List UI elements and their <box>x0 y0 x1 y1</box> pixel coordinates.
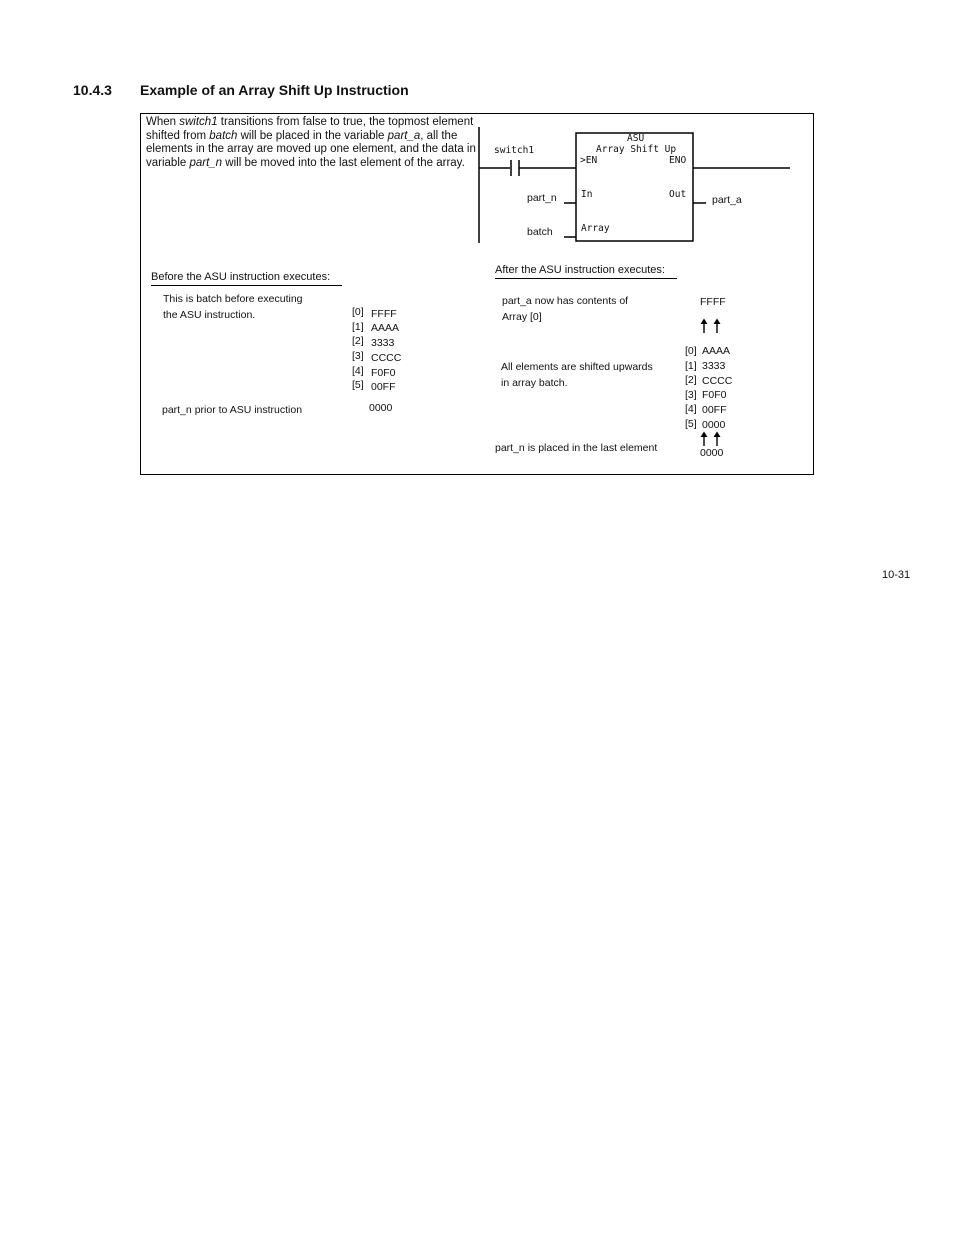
before-value: CCCC <box>371 352 402 364</box>
pin-array-label: Array <box>581 223 610 234</box>
pin-eno-label: ENO <box>669 155 687 166</box>
after-part-a-value: FFFF <box>700 296 726 308</box>
array-variable: batch <box>527 226 553 238</box>
after-value: AAAA <box>702 345 731 357</box>
before-index: [4] <box>352 365 364 377</box>
variable-name: batch <box>209 129 238 142</box>
before-value: 00FF <box>371 381 396 393</box>
pin-en-label: >EN <box>580 155 598 166</box>
before-index: [5] <box>352 379 364 391</box>
after-part-n-label: part_n is placed in the last element <box>495 442 658 454</box>
before-index: [2] <box>352 335 364 347</box>
after-index: [5] <box>685 418 697 430</box>
before-batch-note-line2: the ASU instruction. <box>163 309 256 321</box>
contact-label: switch1 <box>494 145 535 156</box>
after-title: After the ASU instruction executes: <box>495 264 677 279</box>
after-value: F0F0 <box>702 389 727 401</box>
before-value: AAAA <box>371 322 400 334</box>
after-index: [3] <box>685 389 697 401</box>
block-title: Array Shift Up <box>596 144 677 155</box>
after-index: [1] <box>685 360 697 372</box>
after-value: 3333 <box>702 360 726 372</box>
before-value: F0F0 <box>371 367 396 379</box>
description-paragraph <box>146 116 476 170</box>
after-value: 00FF <box>702 404 727 416</box>
section-number: 10.4.3 <box>73 82 112 98</box>
before-value: 3333 <box>371 337 395 349</box>
after-index: [4] <box>685 403 697 415</box>
part-n-up-arrows-icon <box>698 431 724 447</box>
after-part-n-value: 0000 <box>700 447 724 459</box>
variable-name: part_a <box>387 129 421 142</box>
before-part-n-label: part_n prior to ASU instruction <box>162 404 303 416</box>
before-title: Before the ASU instruction executes: <box>151 271 342 286</box>
description-text: will be moved into the last element of the array. <box>222 156 465 169</box>
after-part-a-note-line1: part_a now has contents of <box>502 295 629 307</box>
in-variable: part_n <box>527 192 557 204</box>
before-index: [3] <box>352 350 364 362</box>
after-index: [2] <box>685 374 697 386</box>
shift-up-arrows-icon <box>698 318 724 334</box>
pin-in-label: In <box>581 189 593 200</box>
description-text: will be placed in the variable <box>237 129 388 142</box>
section-title: Example of an Array Shift Up Instruction <box>140 82 409 98</box>
page-number: 10-31 <box>882 569 911 581</box>
pin-out-label: Out <box>669 189 687 200</box>
before-part-n-value: 0000 <box>369 402 393 414</box>
after-index: [0] <box>685 345 697 357</box>
before-batch-note-line1: This is batch before executing <box>163 293 303 305</box>
description-text: , all the elements in the array are moved up one element, and the data in variable <box>146 129 476 169</box>
before-index: [1] <box>352 321 364 333</box>
out-variable: part_a <box>712 194 742 206</box>
description-text: When <box>146 116 180 128</box>
before-index: [0] <box>352 306 364 318</box>
after-value: CCCC <box>702 375 733 387</box>
variable-name: switch1 <box>179 116 218 128</box>
after-part-a-note-line2: Array [0] <box>502 311 542 323</box>
after-shift-note-line2: in array batch. <box>501 377 568 389</box>
before-value: FFFF <box>371 308 397 320</box>
after-shift-note-line1: All elements are shifted upwards <box>501 361 653 373</box>
variable-name: part_n <box>189 156 223 169</box>
after-value: 0000 <box>702 419 726 431</box>
description-text: transitions from false to true, the topmost element shifted from <box>146 116 474 142</box>
block-name: ASU <box>627 133 645 144</box>
